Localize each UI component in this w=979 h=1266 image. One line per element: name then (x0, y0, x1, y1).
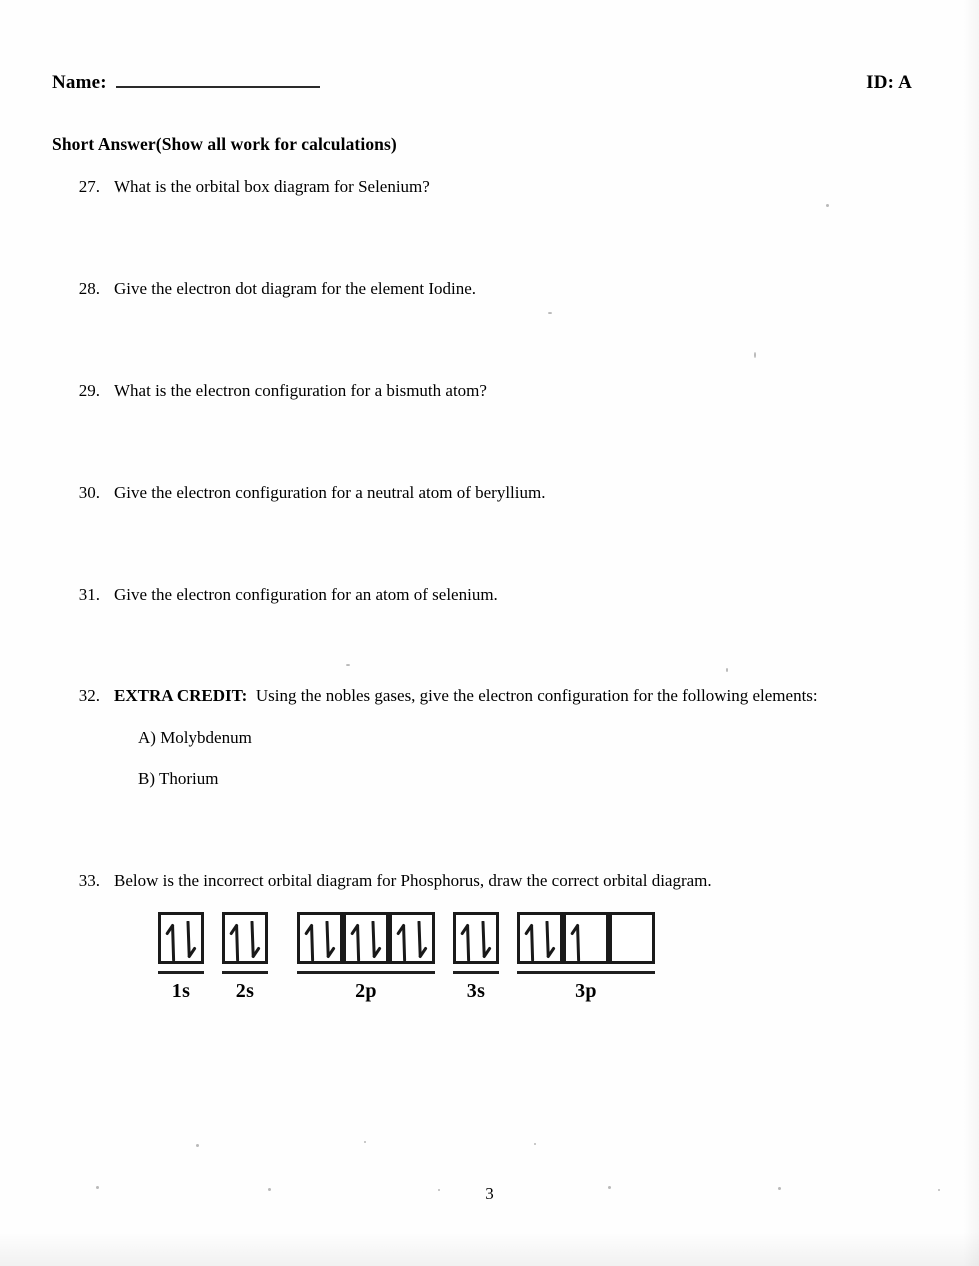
page-header (52, 72, 912, 102)
orbital-box[interactable] (222, 912, 268, 964)
question-number: 27. (78, 177, 100, 196)
question-31 (60, 584, 820, 605)
extra-credit-emphasis: EXTRA CREDIT: (114, 686, 248, 705)
orbital-box[interactable] (609, 912, 655, 964)
orbital-box-set (517, 912, 655, 974)
question-number: 31. (78, 585, 100, 604)
orbital-underline (343, 971, 389, 974)
scan-speck (196, 1144, 199, 1147)
question-number: 33. (78, 871, 100, 890)
question-29 (60, 380, 820, 401)
orbital-sublevel-label: 3s (466, 980, 486, 1002)
orbital-cell (517, 912, 563, 974)
question-text: Give the electron configuration for a neutral atom of beryllium. (114, 483, 546, 502)
orbital-box[interactable] (453, 912, 499, 964)
orbital-underline (222, 971, 268, 974)
orbital-sublevel-label: 2p (355, 980, 377, 1002)
scan-edge-shading-right (963, 0, 979, 1266)
orbital-cell (343, 912, 389, 974)
orbital-sublevel-label: 1s (171, 980, 191, 1002)
spin-up-arrow-icon (524, 921, 540, 961)
question-text: What is the orbital box diagram for Selenium? (114, 177, 430, 196)
orbital-box[interactable] (297, 912, 343, 964)
spin-up-arrow-icon (350, 921, 366, 961)
name-field-group (52, 72, 320, 94)
question-text (114, 685, 940, 706)
orbital-box[interactable] (389, 912, 435, 964)
scan-speck (346, 664, 350, 666)
spin-down-arrow-icon (540, 921, 556, 961)
spin-down-arrow-icon (476, 921, 492, 961)
orbital-diagram-phosphorus (158, 912, 655, 1003)
spin-up-arrow-icon (304, 921, 320, 961)
question-32-option-b: B) Thorium (138, 769, 219, 788)
spin-down-arrow-icon (320, 921, 336, 961)
spin-down-arrow-icon (181, 921, 197, 961)
question-number: 32. (78, 686, 100, 705)
orbital-cell (609, 912, 655, 974)
page-number: 3 (485, 1184, 494, 1203)
orbital-group-3s (453, 912, 499, 1003)
question-30 (60, 482, 820, 503)
spin-up-arrow-icon (396, 921, 412, 961)
question-27 (60, 176, 820, 197)
orbital-box-set (297, 912, 435, 974)
orbital-box[interactable] (158, 912, 204, 964)
question-text: Give the electron dot diagram for the element Iodine. (114, 279, 477, 298)
orbital-groups-row (158, 912, 655, 1003)
orbital-underline (389, 971, 435, 974)
question-text: Give the electron configuration for an atom of selenium. (114, 585, 498, 604)
orbital-underline (158, 971, 204, 974)
orbital-cell (158, 912, 204, 974)
question-number: 28. (78, 279, 100, 298)
orbital-underline (609, 971, 655, 974)
orbital-cell (222, 912, 268, 974)
orbital-group-1s (158, 912, 204, 1003)
scan-speck (726, 668, 728, 672)
spin-up-arrow-icon (460, 921, 476, 961)
exam-id-label: ID: A (866, 72, 912, 93)
spin-up-arrow-icon (570, 921, 586, 961)
scan-speck (826, 204, 829, 207)
question-28 (60, 278, 820, 299)
orbital-group-2p (297, 912, 435, 1003)
section-heading: Short Answer(Show all work for calculations) (52, 134, 397, 154)
orbital-box-set (453, 912, 499, 974)
question-text: Below is the incorrect orbital diagram for Phosphorus, draw the correct orbital diagram. (114, 871, 712, 890)
spin-down-arrow-icon (245, 921, 261, 961)
orbital-cell (453, 912, 499, 974)
name-label: Name: (52, 72, 107, 93)
orbital-underline (453, 971, 499, 974)
scan-edge-shading-bottom (0, 1232, 979, 1266)
orbital-box[interactable] (563, 912, 609, 964)
orbital-cell (563, 912, 609, 974)
spin-down-arrow-icon (366, 921, 382, 961)
name-input-blank[interactable] (116, 72, 320, 88)
scan-speck (548, 312, 552, 314)
spin-up-arrow-icon (165, 921, 181, 961)
orbital-box-set (222, 912, 268, 974)
orbital-sublevel-label: 2s (235, 980, 255, 1002)
scan-speck (754, 352, 756, 358)
question-33 (60, 870, 940, 891)
orbital-group-3p (517, 912, 655, 1003)
orbital-underline (517, 971, 563, 974)
question-32-option-a: A) Molybdenum (138, 728, 252, 747)
orbital-cell (297, 912, 343, 974)
orbital-cell (389, 912, 435, 974)
orbital-underline (297, 971, 343, 974)
spin-down-arrow-icon (412, 921, 428, 961)
scan-speck (364, 1141, 366, 1143)
orbital-box[interactable] (517, 912, 563, 964)
question-body: Using the nobles gases, give the electron configuration for the following elements: (255, 686, 818, 705)
question-number: 29. (78, 381, 100, 400)
question-32 (60, 685, 940, 706)
spin-up-arrow-icon (229, 921, 245, 961)
orbital-underline (563, 971, 609, 974)
orbital-box-set (158, 912, 204, 974)
question-text: What is the electron configuration for a bismuth atom? (114, 381, 487, 400)
orbital-box[interactable] (343, 912, 389, 964)
question-number: 30. (78, 483, 100, 502)
scan-speck (534, 1143, 536, 1145)
orbital-group-2s (222, 912, 268, 1003)
orbital-sublevel-label: 3p (575, 980, 597, 1002)
